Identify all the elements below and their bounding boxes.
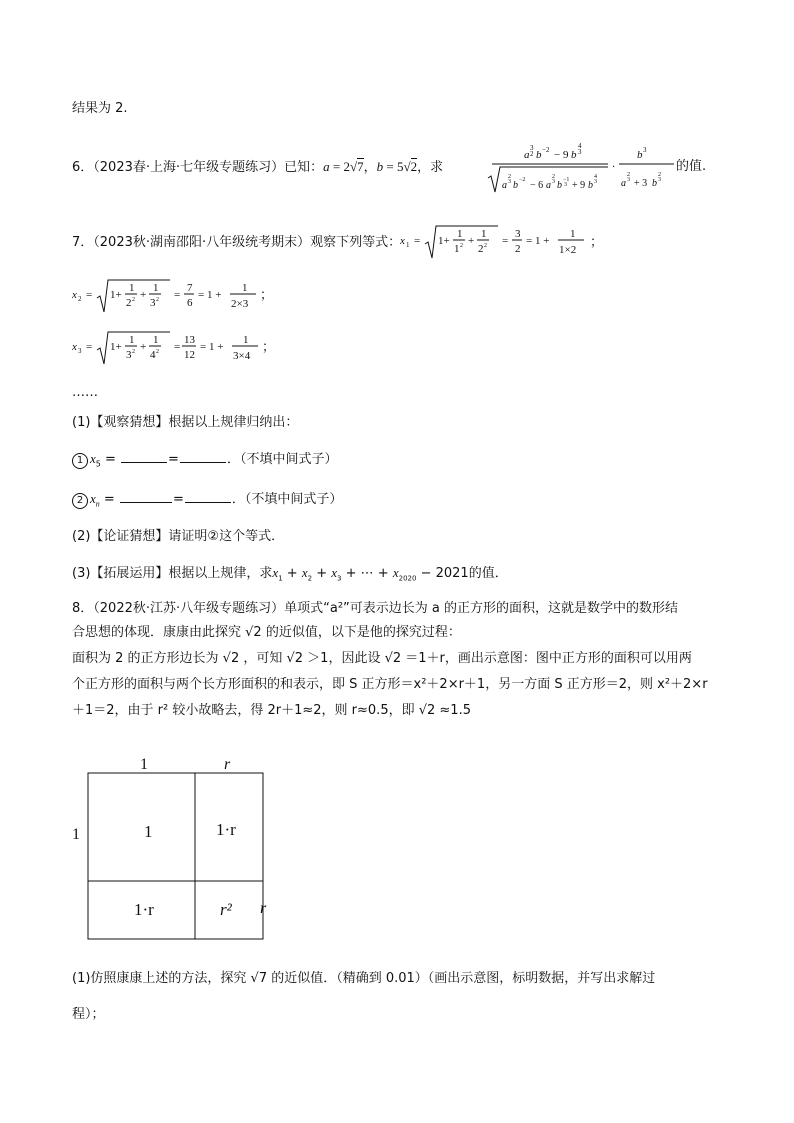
square-diagram bbox=[70, 756, 280, 946]
ellipsis: …… bbox=[72, 385, 98, 400]
svg-text:3×4: 3×4 bbox=[233, 350, 251, 362]
svg-text:2: 2 bbox=[627, 172, 630, 178]
svg-text:x: x bbox=[72, 341, 77, 353]
svg-text:2: 2 bbox=[132, 349, 135, 355]
q6-ask: ，求 bbox=[417, 160, 444, 175]
svg-text:3: 3 bbox=[658, 177, 661, 183]
svg-text:a: a bbox=[524, 149, 530, 161]
svg-text:1: 1 bbox=[153, 282, 159, 294]
svg-text:b: b bbox=[513, 180, 518, 191]
svg-text:6: 6 bbox=[187, 297, 193, 309]
svg-text:4: 4 bbox=[150, 349, 156, 361]
svg-text:−1: −1 bbox=[563, 177, 570, 183]
svg-text:·: · bbox=[612, 162, 616, 173]
svg-text:b: b bbox=[557, 180, 562, 191]
question-6: 6．（2023春·上海·七年级专题练习）已知：a = 2√7，b = 5√2，求 bbox=[72, 159, 444, 175]
svg-text:2: 2 bbox=[156, 297, 159, 303]
q7-tail: ； bbox=[590, 235, 604, 250]
part-1a: 1 $x_5$ = = ．（不填中间式子） bbox=[72, 450, 337, 474]
svg-text:3: 3 bbox=[564, 182, 567, 188]
svg-text:3: 3 bbox=[643, 146, 647, 154]
svg-text:2: 2 bbox=[515, 243, 521, 255]
svg-text:= 1 +: = 1 + bbox=[526, 235, 550, 247]
svg-text:4: 4 bbox=[594, 174, 597, 180]
diagram-top-left-label: 1 bbox=[140, 756, 148, 773]
svg-text:1: 1 bbox=[481, 228, 487, 240]
svg-text:+ 3: + 3 bbox=[634, 178, 648, 189]
svg-text:+: + bbox=[468, 235, 475, 247]
svg-text:1: 1 bbox=[454, 243, 460, 255]
svg-text:1+: 1+ bbox=[110, 289, 122, 301]
q6-tail: 的值. bbox=[676, 159, 707, 174]
svg-text:2: 2 bbox=[484, 243, 487, 249]
svg-text:2: 2 bbox=[132, 297, 135, 303]
svg-text:− 6: − 6 bbox=[530, 180, 544, 191]
result-line: 结果为 2. bbox=[72, 101, 128, 116]
svg-text:1+: 1+ bbox=[110, 341, 122, 353]
svg-text:b: b bbox=[637, 149, 643, 161]
svg-text:3: 3 bbox=[627, 177, 630, 183]
svg-text:3: 3 bbox=[126, 349, 132, 361]
q8-line-5: ＋1＝2，由于 r² 较小故略去，得 2r＋1≈2，则 r≈0.5，即 √2 ≈1.5 bbox=[72, 703, 471, 718]
svg-text:12: 12 bbox=[184, 349, 195, 361]
svg-text:1: 1 bbox=[129, 334, 135, 346]
svg-text:3: 3 bbox=[508, 179, 511, 185]
svg-text:b: b bbox=[536, 149, 542, 161]
blank-1a-2[interactable] bbox=[180, 462, 226, 463]
svg-text:− 9: − 9 bbox=[554, 149, 569, 161]
blank-1b-1[interactable] bbox=[120, 502, 172, 503]
svg-text:−2: −2 bbox=[542, 146, 550, 154]
svg-text:a: a bbox=[546, 180, 551, 191]
svg-text:+: + bbox=[140, 341, 147, 353]
svg-text:=: = bbox=[502, 235, 509, 247]
svg-text:1: 1 bbox=[570, 228, 576, 240]
q6-head: 6．（2023春·上海·七年级专题练习）已知： bbox=[72, 160, 324, 175]
svg-text:=: = bbox=[414, 235, 421, 247]
q7-head: 7．（2023秋·湖南邵阳·八年级统考期末）观察下列等式： bbox=[72, 235, 402, 250]
part-3: (3)【拓展运用】根据以上规律，求$x_1 + x_2 + x_3$ + ⋯ + $x_{2020} - 2021$的值． bbox=[72, 565, 508, 583]
svg-text:b: b bbox=[588, 180, 593, 191]
svg-text:2: 2 bbox=[658, 172, 661, 178]
svg-text:4: 4 bbox=[578, 142, 582, 150]
svg-text:=: = bbox=[86, 289, 93, 301]
svg-text:−2: −2 bbox=[519, 177, 526, 183]
svg-text:a: a bbox=[502, 180, 507, 191]
q6-var-a: a bbox=[323, 159, 330, 174]
diagram-cell-big: 1 bbox=[144, 822, 153, 841]
svg-text:13: 13 bbox=[184, 334, 195, 346]
q7-tail-3: ； bbox=[262, 340, 276, 355]
svg-text:x: x bbox=[72, 289, 77, 301]
svg-text:1×2: 1×2 bbox=[559, 244, 577, 256]
diagram-top-right-label: r bbox=[224, 756, 231, 773]
svg-text:=: = bbox=[174, 341, 181, 353]
svg-text:1: 1 bbox=[243, 334, 249, 346]
svg-text:3: 3 bbox=[552, 179, 555, 185]
svg-text:1: 1 bbox=[457, 228, 463, 240]
svg-text:b: b bbox=[652, 178, 657, 189]
svg-text:x: x bbox=[400, 235, 405, 247]
svg-text:3: 3 bbox=[150, 297, 156, 309]
svg-text:2: 2 bbox=[460, 243, 463, 249]
svg-text:3: 3 bbox=[594, 179, 597, 185]
svg-text:7: 7 bbox=[187, 282, 193, 294]
svg-text:=: = bbox=[174, 289, 181, 301]
diagram-right-label: r bbox=[260, 900, 267, 917]
svg-text:3: 3 bbox=[78, 347, 82, 355]
q6-eq-b: = 5 bbox=[383, 159, 404, 174]
part-2: (2)【论证猜想】请证明②这个等式． bbox=[72, 529, 285, 544]
svg-text:1: 1 bbox=[242, 282, 248, 294]
svg-text:2: 2 bbox=[478, 243, 484, 255]
diagram-cell-bottom-right: r² bbox=[220, 900, 232, 919]
svg-text:= 1 +: = 1 + bbox=[200, 341, 224, 353]
svg-text:= 1 +: = 1 + bbox=[198, 289, 222, 301]
q6-expression bbox=[484, 136, 684, 198]
svg-text:2: 2 bbox=[126, 297, 132, 309]
q6-sqrt-a: √7 bbox=[349, 159, 364, 174]
q8-part-1-line-2: 程）； bbox=[72, 1007, 105, 1022]
q6-sqrt-b: √2 bbox=[403, 159, 418, 174]
q7-eq-x2 bbox=[70, 274, 270, 318]
svg-text:1: 1 bbox=[129, 282, 135, 294]
svg-text:2: 2 bbox=[508, 174, 511, 180]
svg-text:+ 9: + 9 bbox=[572, 180, 586, 191]
q7-tail-2: ； bbox=[260, 288, 274, 303]
q8-line-3: 面积为 2 的正方形边长为 √2 ，可知 √2 ＞1，因此设 √2 ＝1＋r，画出示意图：图中正方形的面积可以用两 bbox=[72, 651, 692, 666]
diagram-left-label: 1 bbox=[72, 826, 80, 843]
svg-text:a: a bbox=[621, 178, 626, 189]
part-1: (1)【观察猜想】根据以上规律归纳出： bbox=[72, 415, 299, 430]
svg-text:2: 2 bbox=[156, 349, 159, 355]
diagram-cell-bottom-left: 1·r bbox=[134, 900, 154, 919]
svg-text:2×3: 2×3 bbox=[231, 298, 249, 310]
svg-text:b: b bbox=[571, 149, 577, 161]
q8-line-1: 8．（2022秋·江苏·八年级专题练习）单项式“a²”可表示边长为 a 的正方形的面积，这就是数学中的数形结 bbox=[72, 601, 678, 616]
svg-text:2: 2 bbox=[552, 174, 555, 180]
circle-1-icon: 1 bbox=[72, 453, 88, 469]
q6-eq-a: = 2 bbox=[329, 159, 350, 174]
svg-text:1+: 1+ bbox=[438, 235, 450, 247]
blank-1a-1[interactable] bbox=[121, 462, 167, 463]
svg-text:1: 1 bbox=[153, 334, 159, 346]
q8-line-4: 个正方形的面积与两个长方形面积的和表示，即 S 正方形＝x²＋2×r＋1，另一方面 S 正方形＝2，则 x²＋2×r bbox=[72, 677, 708, 692]
svg-text:2: 2 bbox=[78, 295, 82, 303]
svg-text:1: 1 bbox=[406, 241, 410, 249]
q7-eq-x1 bbox=[398, 220, 598, 264]
svg-text:+: + bbox=[140, 289, 147, 301]
q6-var-b: b bbox=[376, 159, 384, 174]
svg-text:3: 3 bbox=[578, 148, 582, 156]
svg-text:3: 3 bbox=[515, 228, 521, 240]
diagram-cell-top-right: 1·r bbox=[216, 820, 236, 839]
q8-line-2: 合思想的体现．康康由此探究 √2 的近似值，以下是他的探究过程： bbox=[72, 625, 461, 640]
q8-part-1-line-1: (1)仿照康康上述的方法，探究 √7 的近似值．（精确到 0.01）（画出示意图，标明数据，并写出求解过 bbox=[72, 971, 656, 986]
part-1b: 2 $x_n$ = = ．（不填中间式子） bbox=[72, 490, 342, 514]
svg-text:2: 2 bbox=[530, 150, 534, 158]
blank-1b-2[interactable] bbox=[185, 502, 231, 503]
circle-2-icon: 2 bbox=[72, 493, 88, 509]
svg-text:=: = bbox=[86, 341, 93, 353]
svg-text:3: 3 bbox=[530, 144, 534, 152]
q7-eq-x3 bbox=[70, 326, 270, 370]
